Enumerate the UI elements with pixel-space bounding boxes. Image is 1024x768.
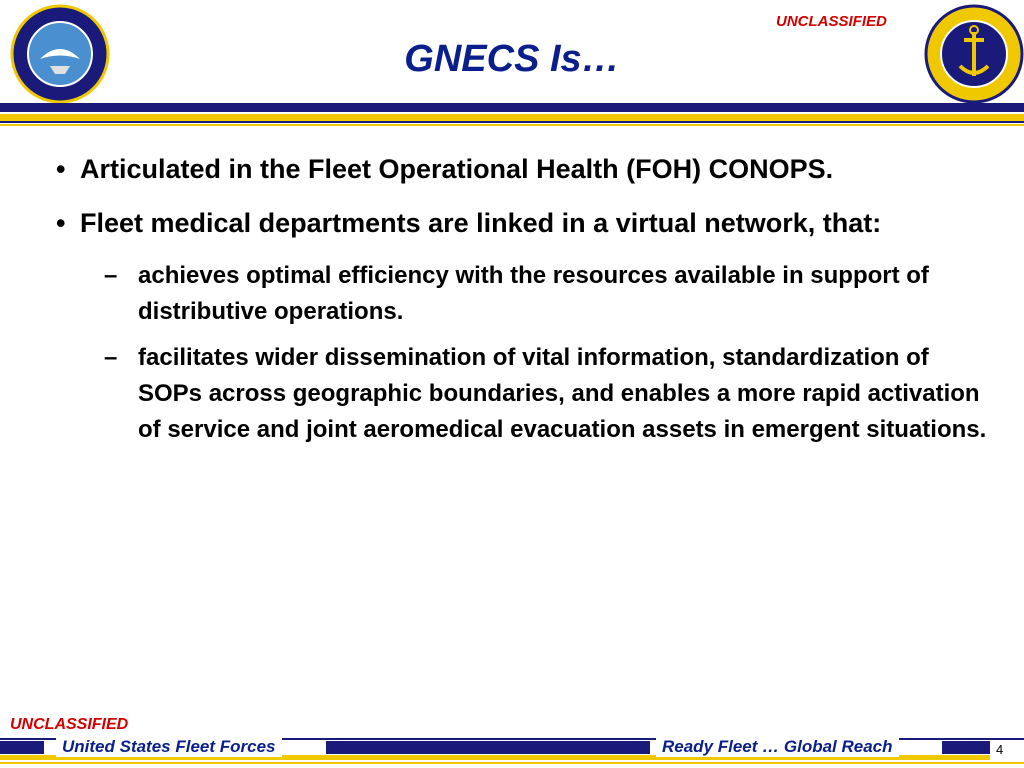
classification-top: UNCLASSIFIED [776,13,887,30]
header-gold-thin [0,124,1024,126]
footer-right-text: Ready Fleet … Global Reach [656,737,899,757]
footer-gold-thin [0,762,1024,764]
header-navy-band [0,103,1024,112]
slide-title: GNECS Is… [404,38,620,80]
sub-bullet-text: facilitates wider dissemination of vital information, standardization of SOPs across geographic boundaries, and enables a more rapid activation of service and joint aeromedical evacuation assets in emergent situations. [138,344,987,443]
sub-bullet-text: achieves optimal efficiency with the resources available in support of distributive operations. [138,262,929,325]
footer-bar-left [0,741,44,754]
bullet-text: Fleet medical departments are linked in a virtual network, that: [80,208,882,238]
sub-bullet-mark: – [104,344,118,371]
page-number: 4 [996,742,1004,757]
footer-left-text: United States Fleet Forces [56,737,282,757]
sub-bullet-item [56,340,996,448]
footer-bar-right [942,741,990,754]
bullet-mark: • [56,154,66,184]
header-navy-thin [0,121,1024,123]
bullet-item [56,150,996,188]
bullet-text: Articulated in the Fleet Operational Health (FOH) CONOPS. [80,154,834,184]
pacific-fleet-seal-icon [924,4,1024,104]
slide-body [56,150,996,458]
footer-bar-middle [326,741,650,754]
bullet-item [56,204,996,242]
sub-bullet-mark: – [104,262,118,289]
sub-bullet-item [56,258,996,330]
bullet-mark: • [56,208,66,238]
header-gold-band [0,114,1024,121]
classification-bottom: UNCLASSIFIED [10,716,129,733]
